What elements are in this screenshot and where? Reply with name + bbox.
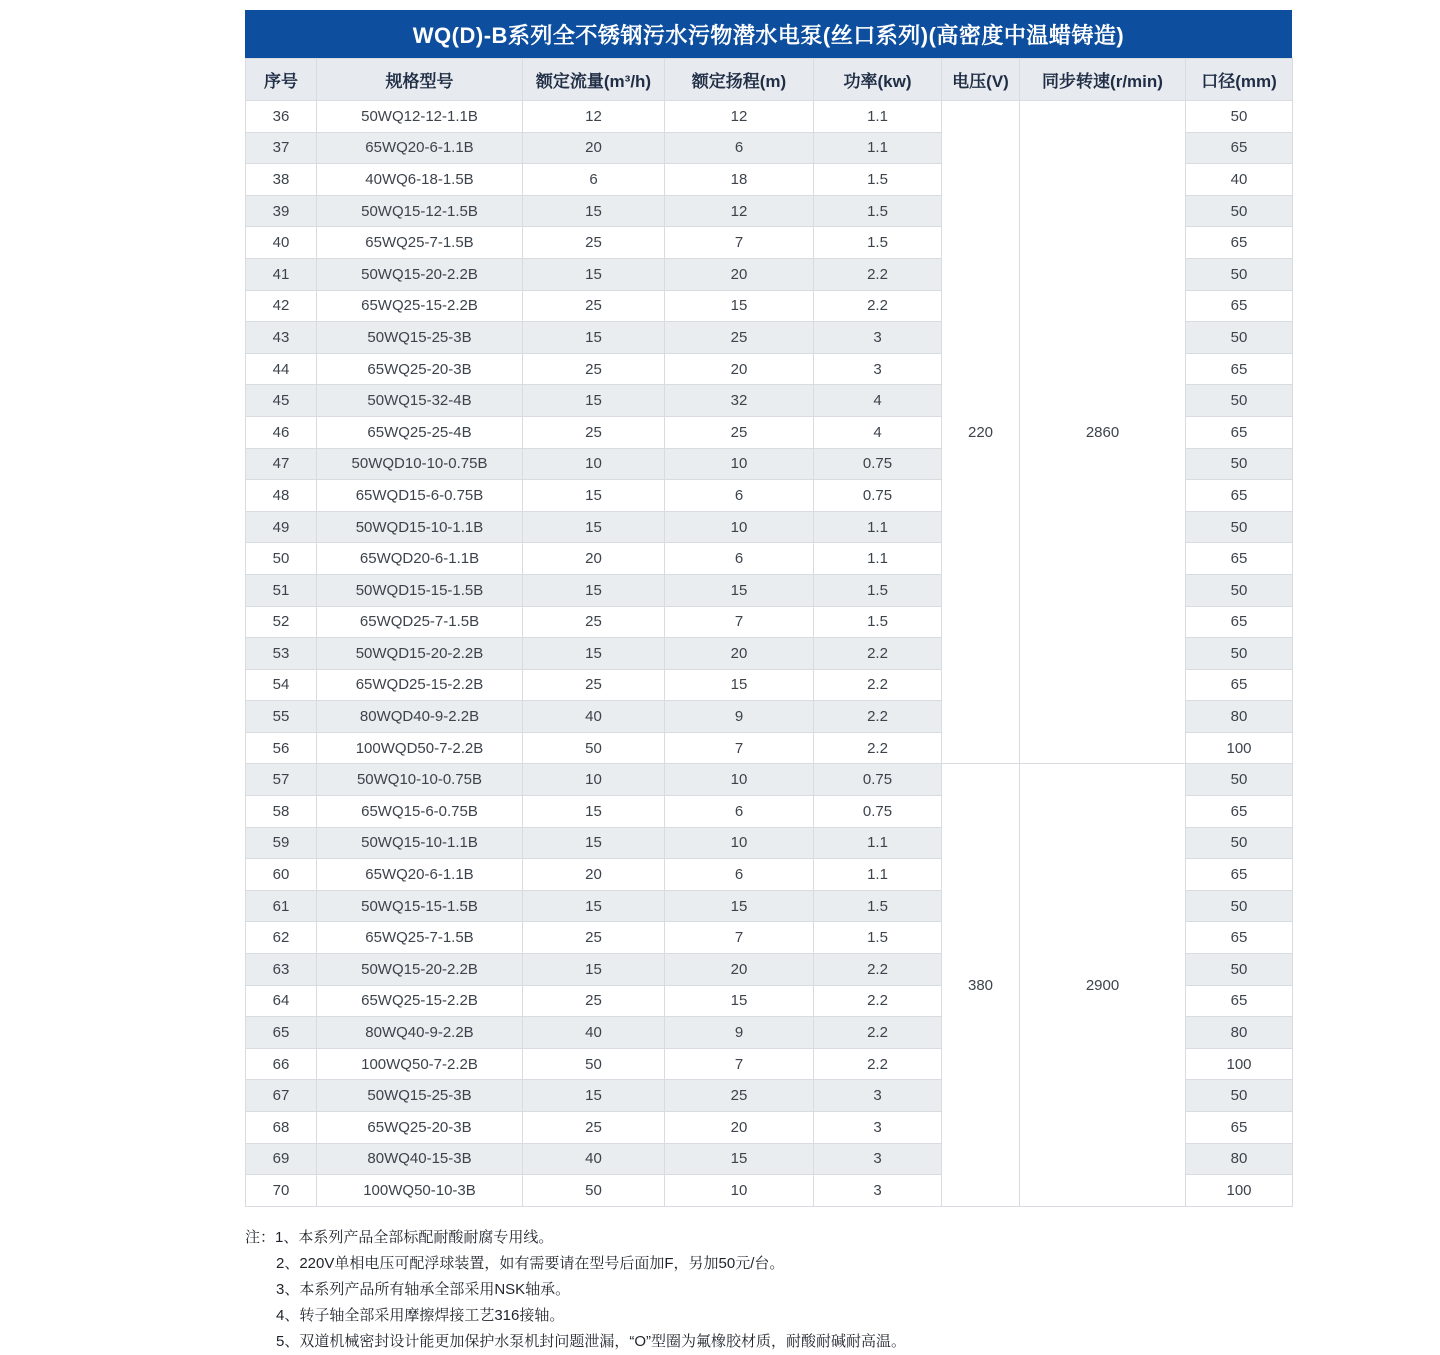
flow-cell: 25 (523, 290, 665, 322)
head-cell: 15 (665, 890, 814, 922)
note-line (245, 1277, 1345, 1303)
model-cell: 65WQ20-6-1.1B (317, 859, 523, 891)
model-cell: 80WQD40-9-2.2B (317, 701, 523, 733)
diameter-cell: 65 (1186, 416, 1293, 448)
diameter-cell: 50 (1186, 258, 1293, 290)
table-title: WQ(D)-B系列全不锈钢污水污物潜水电泵(丝口系列)(高密度中温蜡铸造) (412, 22, 1125, 48)
head-cell: 9 (665, 701, 814, 733)
power-cell: 1.5 (814, 922, 942, 954)
table-body (246, 101, 1293, 1207)
note-text: 2、220V单相电压可配浮球装置，如有需要请在型号后面加F，另加50元/台。 (276, 1255, 785, 1272)
speed-cell: 2900 (1020, 764, 1186, 1206)
diameter-cell: 65 (1186, 606, 1293, 638)
head-cell: 6 (665, 543, 814, 575)
diameter-cell: 65 (1186, 669, 1293, 701)
model-cell: 65WQ25-20-3B (317, 1112, 523, 1144)
model-cell: 40WQ6-18-1.5B (317, 164, 523, 196)
flow-cell: 15 (523, 796, 665, 828)
index-cell: 45 (246, 385, 317, 417)
head-cell: 7 (665, 1048, 814, 1080)
diameter-cell: 50 (1186, 574, 1293, 606)
power-cell: 3 (814, 1175, 942, 1207)
col-header-model: 规格型号 (317, 59, 523, 101)
note-text: 3、本系列产品所有轴承全部采用NSK轴承。 (276, 1281, 571, 1298)
diameter-cell: 65 (1186, 353, 1293, 385)
index-cell: 67 (246, 1080, 317, 1112)
diameter-cell: 50 (1186, 195, 1293, 227)
power-cell: 0.75 (814, 764, 942, 796)
diameter-cell: 50 (1186, 385, 1293, 417)
power-cell: 2.2 (814, 701, 942, 733)
flow-cell: 15 (523, 954, 665, 986)
power-cell: 0.75 (814, 448, 942, 480)
head-cell: 32 (665, 385, 814, 417)
flow-cell: 6 (523, 164, 665, 196)
index-cell: 60 (246, 859, 317, 891)
power-cell: 3 (814, 1143, 942, 1175)
index-cell: 46 (246, 416, 317, 448)
note-line (245, 1329, 1345, 1355)
flow-cell: 40 (523, 1143, 665, 1175)
note-text: 1、本系列产品全部标配耐酸耐腐专用线。 (275, 1229, 554, 1246)
index-cell: 47 (246, 448, 317, 480)
power-cell: 2.2 (814, 954, 942, 986)
head-cell: 15 (665, 985, 814, 1017)
index-cell: 65 (246, 1017, 317, 1049)
index-cell: 51 (246, 574, 317, 606)
diameter-cell: 50 (1186, 954, 1293, 986)
power-cell: 1.1 (814, 543, 942, 575)
index-cell: 69 (246, 1143, 317, 1175)
head-cell: 15 (665, 574, 814, 606)
power-cell: 4 (814, 416, 942, 448)
diameter-cell: 100 (1186, 1175, 1293, 1207)
head-cell: 15 (665, 290, 814, 322)
model-cell: 50WQ15-32-4B (317, 385, 523, 417)
index-cell: 43 (246, 322, 317, 354)
head-cell: 12 (665, 101, 814, 133)
table-row (246, 764, 1293, 796)
note-text: 5、双道机械密封设计能更加保护水泵机封问题泄漏，“O”型圈为氟橡胶材质，耐酸耐碱耐高温。 (276, 1333, 907, 1350)
index-cell: 50 (246, 543, 317, 575)
flow-cell: 25 (523, 227, 665, 259)
power-cell: 3 (814, 1112, 942, 1144)
diameter-cell: 50 (1186, 764, 1293, 796)
diameter-cell: 50 (1186, 322, 1293, 354)
model-cell: 50WQ15-12-1.5B (317, 195, 523, 227)
power-cell: 2.2 (814, 669, 942, 701)
head-cell: 10 (665, 511, 814, 543)
head-cell: 7 (665, 922, 814, 954)
diameter-cell: 80 (1186, 1017, 1293, 1049)
head-cell: 7 (665, 732, 814, 764)
flow-cell: 15 (523, 638, 665, 670)
notes (245, 1225, 1345, 1355)
power-cell: 0.75 (814, 796, 942, 828)
power-cell: 1.1 (814, 132, 942, 164)
head-cell: 15 (665, 1143, 814, 1175)
col-header-voltage: 电压(V) (942, 59, 1020, 101)
spec-table (245, 58, 1293, 1207)
head-cell: 25 (665, 1080, 814, 1112)
index-cell: 44 (246, 353, 317, 385)
flow-cell: 25 (523, 985, 665, 1017)
model-cell: 50WQ12-12-1.1B (317, 101, 523, 133)
head-cell: 6 (665, 480, 814, 512)
index-cell: 55 (246, 701, 317, 733)
flow-cell: 50 (523, 1048, 665, 1080)
head-cell: 15 (665, 669, 814, 701)
head-cell: 25 (665, 322, 814, 354)
flow-cell: 15 (523, 1080, 665, 1112)
speed-cell: 2860 (1020, 101, 1186, 764)
flow-cell: 15 (523, 385, 665, 417)
model-cell: 65WQD25-15-2.2B (317, 669, 523, 701)
model-cell: 50WQ15-15-1.5B (317, 890, 523, 922)
model-cell: 50WQ15-25-3B (317, 322, 523, 354)
model-cell: 100WQ50-7-2.2B (317, 1048, 523, 1080)
flow-cell: 15 (523, 827, 665, 859)
voltage-cell: 380 (942, 764, 1020, 1206)
index-cell: 39 (246, 195, 317, 227)
diameter-cell: 50 (1186, 448, 1293, 480)
power-cell: 1.1 (814, 101, 942, 133)
index-cell: 36 (246, 101, 317, 133)
index-cell: 62 (246, 922, 317, 954)
head-cell: 18 (665, 164, 814, 196)
flow-cell: 15 (523, 511, 665, 543)
flow-cell: 15 (523, 322, 665, 354)
power-cell: 3 (814, 353, 942, 385)
model-cell: 65WQ20-6-1.1B (317, 132, 523, 164)
flow-cell: 40 (523, 701, 665, 733)
model-cell: 65WQD20-6-1.1B (317, 543, 523, 575)
diameter-cell: 40 (1186, 164, 1293, 196)
head-cell: 10 (665, 764, 814, 796)
head-cell: 20 (665, 954, 814, 986)
power-cell: 1.5 (814, 890, 942, 922)
model-cell: 65WQ25-20-3B (317, 353, 523, 385)
header-row (246, 59, 1293, 101)
head-cell: 12 (665, 195, 814, 227)
col-header-flow: 额定流量(m³/h) (523, 59, 665, 101)
power-cell: 2.2 (814, 985, 942, 1017)
index-cell: 66 (246, 1048, 317, 1080)
power-cell: 2.2 (814, 1048, 942, 1080)
diameter-cell: 50 (1186, 638, 1293, 670)
power-cell: 1.1 (814, 511, 942, 543)
flow-cell: 20 (523, 132, 665, 164)
table-row (246, 101, 1293, 133)
model-cell: 65WQ15-6-0.75B (317, 796, 523, 828)
index-cell: 68 (246, 1112, 317, 1144)
model-cell: 65WQ25-25-4B (317, 416, 523, 448)
head-cell: 6 (665, 796, 814, 828)
power-cell: 2.2 (814, 732, 942, 764)
power-cell: 1.5 (814, 195, 942, 227)
model-cell: 50WQ15-10-1.1B (317, 827, 523, 859)
power-cell: 2.2 (814, 258, 942, 290)
power-cell: 2.2 (814, 1017, 942, 1049)
power-cell: 1.5 (814, 574, 942, 606)
flow-cell: 25 (523, 922, 665, 954)
index-cell: 37 (246, 132, 317, 164)
model-cell: 50WQD15-10-1.1B (317, 511, 523, 543)
note-line (245, 1225, 1345, 1251)
index-cell: 70 (246, 1175, 317, 1207)
power-cell: 1.5 (814, 606, 942, 638)
flow-cell: 15 (523, 890, 665, 922)
flow-cell: 15 (523, 195, 665, 227)
power-cell: 1.1 (814, 827, 942, 859)
index-cell: 57 (246, 764, 317, 796)
notes-prefix: 注： (245, 1229, 276, 1246)
flow-cell: 10 (523, 764, 665, 796)
index-cell: 41 (246, 258, 317, 290)
flow-cell: 25 (523, 353, 665, 385)
index-cell: 40 (246, 227, 317, 259)
power-cell: 1.1 (814, 859, 942, 891)
power-cell: 1.5 (814, 164, 942, 196)
voltage-cell: 220 (942, 101, 1020, 764)
power-cell: 2.2 (814, 638, 942, 670)
diameter-cell: 65 (1186, 543, 1293, 575)
model-cell: 100WQD50-7-2.2B (317, 732, 523, 764)
flow-cell: 25 (523, 1112, 665, 1144)
index-cell: 64 (246, 985, 317, 1017)
diameter-cell: 50 (1186, 101, 1293, 133)
power-cell: 3 (814, 322, 942, 354)
diameter-cell: 65 (1186, 985, 1293, 1017)
diameter-cell: 65 (1186, 859, 1293, 891)
model-cell: 65WQD25-7-1.5B (317, 606, 523, 638)
head-cell: 20 (665, 353, 814, 385)
model-cell: 50WQD15-15-1.5B (317, 574, 523, 606)
model-cell: 80WQ40-15-3B (317, 1143, 523, 1175)
flow-cell: 25 (523, 416, 665, 448)
index-cell: 56 (246, 732, 317, 764)
note-text: 4、转子轴全部采用摩擦焊接工艺316接轴。 (276, 1307, 565, 1324)
head-cell: 20 (665, 258, 814, 290)
power-cell: 2.2 (814, 290, 942, 322)
head-cell: 7 (665, 606, 814, 638)
model-cell: 65WQ25-15-2.2B (317, 290, 523, 322)
model-cell: 65WQD15-6-0.75B (317, 480, 523, 512)
diameter-cell: 65 (1186, 132, 1293, 164)
head-cell: 6 (665, 132, 814, 164)
model-cell: 65WQ25-7-1.5B (317, 227, 523, 259)
head-cell: 7 (665, 227, 814, 259)
head-cell: 10 (665, 448, 814, 480)
flow-cell: 20 (523, 543, 665, 575)
model-cell: 50WQ10-10-0.75B (317, 764, 523, 796)
diameter-cell: 50 (1186, 511, 1293, 543)
head-cell: 6 (665, 859, 814, 891)
diameter-cell: 100 (1186, 732, 1293, 764)
col-header-index: 序号 (246, 59, 317, 101)
index-cell: 53 (246, 638, 317, 670)
index-cell: 58 (246, 796, 317, 828)
head-cell: 9 (665, 1017, 814, 1049)
model-cell: 50WQ15-25-3B (317, 1080, 523, 1112)
power-cell: 4 (814, 385, 942, 417)
index-cell: 54 (246, 669, 317, 701)
flow-cell: 40 (523, 1017, 665, 1049)
flow-cell: 15 (523, 258, 665, 290)
index-cell: 61 (246, 890, 317, 922)
head-cell: 10 (665, 1175, 814, 1207)
head-cell: 25 (665, 416, 814, 448)
diameter-cell: 65 (1186, 922, 1293, 954)
note-line (245, 1251, 1345, 1277)
power-cell: 0.75 (814, 480, 942, 512)
flow-cell: 20 (523, 859, 665, 891)
flow-cell: 15 (523, 480, 665, 512)
diameter-cell: 65 (1186, 1112, 1293, 1144)
diameter-cell: 50 (1186, 1080, 1293, 1112)
table-header (246, 59, 1293, 101)
col-header-power: 功率(kw) (814, 59, 942, 101)
power-cell: 3 (814, 1080, 942, 1112)
index-cell: 49 (246, 511, 317, 543)
model-cell: 100WQ50-10-3B (317, 1175, 523, 1207)
col-header-speed: 同步转速(r/min) (1020, 59, 1186, 101)
model-cell: 50WQ15-20-2.2B (317, 954, 523, 986)
index-cell: 52 (246, 606, 317, 638)
model-cell: 65WQ25-7-1.5B (317, 922, 523, 954)
diameter-cell: 80 (1186, 701, 1293, 733)
model-cell: 80WQ40-9-2.2B (317, 1017, 523, 1049)
diameter-cell: 65 (1186, 796, 1293, 828)
index-cell: 59 (246, 827, 317, 859)
col-header-head: 额定扬程(m) (665, 59, 814, 101)
diameter-cell: 50 (1186, 827, 1293, 859)
model-cell: 50WQ15-20-2.2B (317, 258, 523, 290)
col-header-diameter: 口径(mm) (1186, 59, 1293, 101)
flow-cell: 25 (523, 606, 665, 638)
index-cell: 42 (246, 290, 317, 322)
flow-cell: 50 (523, 732, 665, 764)
diameter-cell: 65 (1186, 227, 1293, 259)
index-cell: 38 (246, 164, 317, 196)
diameter-cell: 50 (1186, 890, 1293, 922)
flow-cell: 12 (523, 101, 665, 133)
head-cell: 10 (665, 827, 814, 859)
index-cell: 63 (246, 954, 317, 986)
table-title-bar (245, 10, 1292, 58)
flow-cell: 25 (523, 669, 665, 701)
diameter-cell: 65 (1186, 480, 1293, 512)
diameter-cell: 65 (1186, 290, 1293, 322)
power-cell: 1.5 (814, 227, 942, 259)
note-line (245, 1303, 1345, 1329)
diameter-cell: 100 (1186, 1048, 1293, 1080)
model-cell: 50WQD15-20-2.2B (317, 638, 523, 670)
diameter-cell: 80 (1186, 1143, 1293, 1175)
index-cell: 48 (246, 480, 317, 512)
model-cell: 65WQ25-15-2.2B (317, 985, 523, 1017)
flow-cell: 50 (523, 1175, 665, 1207)
flow-cell: 10 (523, 448, 665, 480)
head-cell: 20 (665, 1112, 814, 1144)
spec-table-container (245, 10, 1292, 1207)
head-cell: 20 (665, 638, 814, 670)
model-cell: 50WQD10-10-0.75B (317, 448, 523, 480)
flow-cell: 15 (523, 574, 665, 606)
